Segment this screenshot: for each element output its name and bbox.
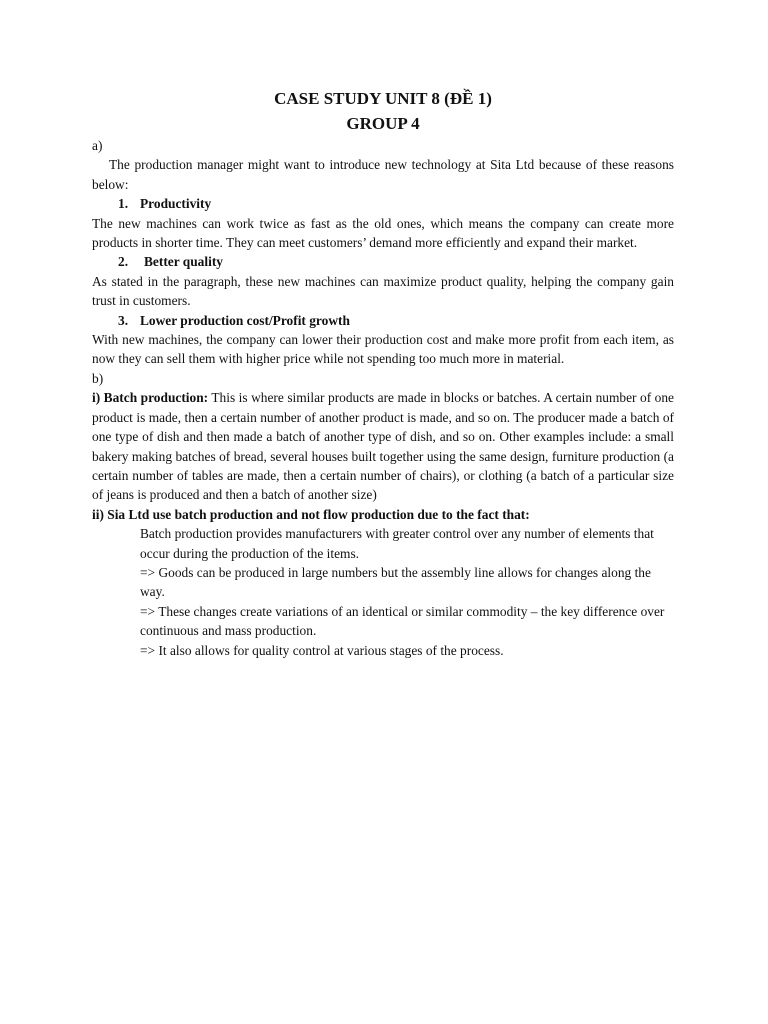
reason-point-2: => Goods can be produced in large numbers but the assembly line allows for changes along the way. [140, 564, 651, 600]
document-body [92, 136, 674, 660]
reason-text-1: The new machines can work twice as fast as the old ones, which means the company can create more products in shorter time. They can meet customers’ demand more efficiently and expand their market. [92, 215, 674, 251]
reason-text-2: As stated in the paragraph, these new machines can maximize product quality, helping the company gain trust in customers. [92, 273, 674, 309]
reason-number-3: 3. [118, 312, 129, 328]
reason-title-1: Productivity [140, 196, 212, 212]
reason-heading-1 [92, 194, 674, 213]
reason-text-3: With new machines, the company can lower their production cost and make more profit from each item, as now they can sell them with higher price while not spending too much more in material. [92, 332, 674, 367]
batch-text: This is where similar products are made in blocks or batches. A certain number of one product is made, then a certain number of another product is made, and so on. The producer made a batch of one type of dish and then made a batch of another type of dish, and so on. Other examples include: a small bakery making batches of bread, several houses built together using the same design, furniture production (a certain number of tables are made, then a certain number of chairs), or clothing (a batch of a particular size of jeans is produced and then a batch of another size) [92, 390, 674, 503]
part-a-label: a) [92, 138, 103, 153]
batch-paragraph [92, 388, 674, 504]
part-b-label: b) [92, 370, 104, 386]
reason-subheading: ii) Sia Ltd use batch production and not flow production due to the fact that: [92, 506, 530, 522]
reason-point-4: => It also allows for quality control at various stages of the process. [140, 642, 504, 658]
reason-heading-2 [92, 252, 674, 271]
reason-number-2: 2. [118, 254, 129, 270]
reason-point-3: => These changes create variations of an identical or similar commodity – the key difference over continuous and mass production. [140, 603, 665, 639]
batch-heading: i) Batch production: [92, 390, 209, 406]
reason-title-3: Lower production cost/Profit growth [140, 312, 350, 328]
part-a-intro: The production manager might want to introduce new technology at Sita Ltd because of these reasons below: [92, 157, 674, 192]
reason-heading-3 [92, 311, 674, 330]
reason-point-1: Batch production provides manufacturers with greater control over any number of elements that occur during the production of the items. [140, 526, 654, 561]
reason-title-2: Better quality [144, 254, 223, 270]
document-subtitle: GROUP 4 [346, 114, 420, 133]
reason-number-1: 1. [118, 196, 129, 212]
document-title: CASE STUDY UNIT 8 (ĐỀ 1) [274, 89, 492, 108]
